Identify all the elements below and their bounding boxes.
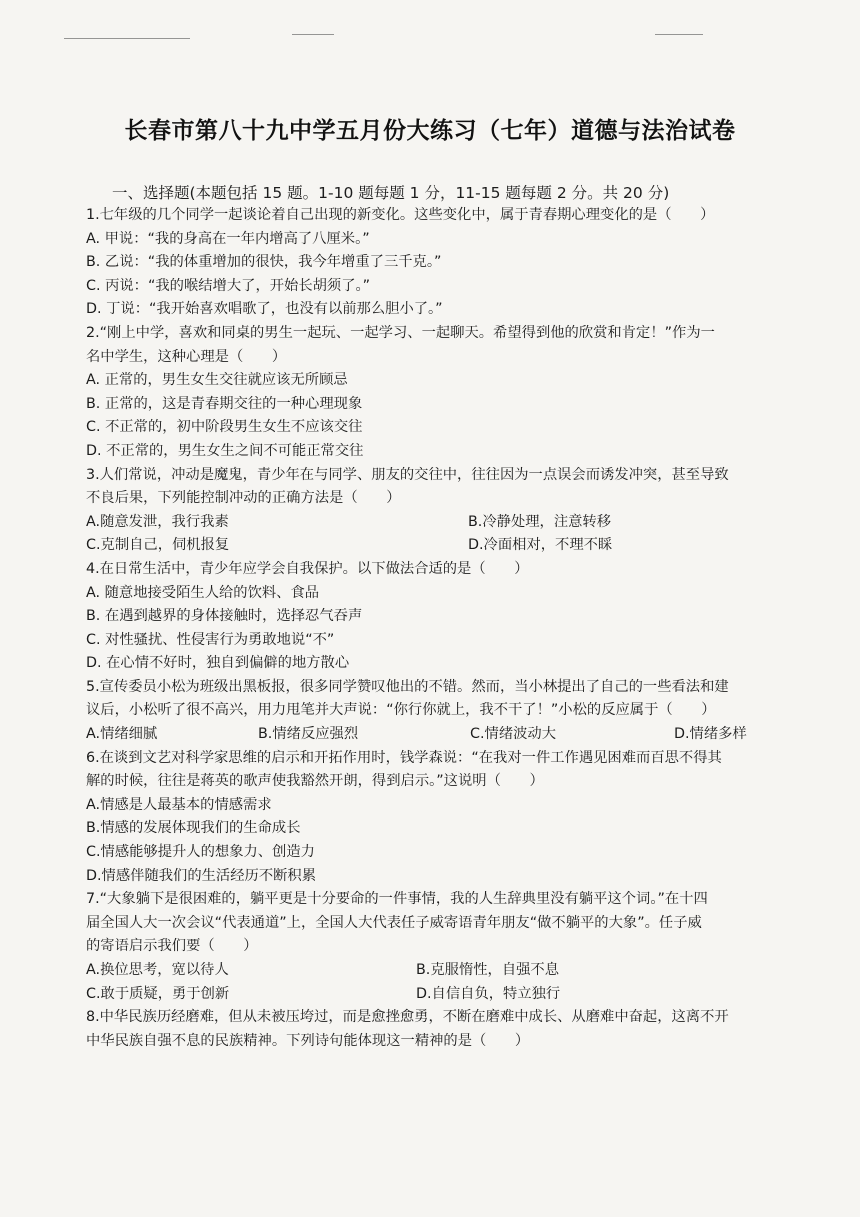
option-a: A.随意发泄，我行我素: [86, 513, 229, 530]
option-b: B. 在遇到越界的身体接触时，选择忍气吞声: [86, 608, 363, 625]
option-d: D. 丁说：“我开始喜欢唱歌了，也没有以前那么胆小了。”: [86, 301, 443, 318]
option-c: C. 对性骚扰、性侵害行为勇敢地说“不”: [86, 631, 335, 648]
question-stem-cont: 解的时候，往往是蒋英的歌声使我豁然开朗，得到启示。”这说明（ ）: [86, 773, 544, 790]
scan-artifact-line: [655, 34, 703, 35]
option-row: [86, 534, 816, 558]
exam-title: 长春市第八十九中学五月份大练习（七年）道德与法治试卷: [124, 118, 736, 144]
scan-artifact-line: [292, 34, 334, 35]
option-row: [86, 723, 816, 747]
option-a: A. 甲说：“我的身高在一年内增高了八厘米。”: [86, 230, 370, 247]
scan-artifact-line: [64, 38, 190, 39]
question-3: [86, 464, 816, 558]
option-c: C.情绪波动大: [470, 726, 557, 743]
option-row: [86, 983, 816, 1007]
option-a: A. 随意地接受陌生人给的饮料、食品: [86, 584, 320, 601]
option-d: D. 不正常的，男生女生之间不可能正常交往: [86, 442, 364, 459]
option-d: D.情感伴随我们的生活经历不断积累: [86, 867, 317, 884]
option-b: B.情感的发展体现我们的生命成长: [86, 820, 301, 837]
question-5: [86, 676, 816, 747]
option-a: A. 正常的，男生女生交往就应该无所顾忌: [86, 372, 348, 389]
question-6: [86, 747, 816, 889]
question-stem: 5.宣传委员小松为班级出黑板报，很多同学赞叹他出的不错。然而，当小林提出了自己的一些看法和建: [86, 678, 729, 695]
option-a: A.情绪细腻: [86, 726, 158, 743]
question-stem-cont: 议后，小松听了很不高兴，用力甩笔并大声说：“你行你就上，我不干了！”小松的反应属于（ ）: [86, 702, 716, 719]
question-stem: 7.“大象躺下是很困难的，躺平更是十分要命的一件事情，我的人生辞典里没有躺平这个词。”在十四: [86, 891, 708, 908]
question-stem: 3.人们常说，冲动是魔鬼，青少年在与同学、朋友的交往中，往往因为一点误会而诱发冲突，甚至导致: [86, 466, 729, 483]
option-d: D.冷面相对，不理不睬: [468, 537, 613, 554]
question-8: [86, 1006, 816, 1053]
question-stem: 6.在谈到文艺对科学家思维的启示和开拓作用时，钱学森说：“在我对一件工作遇见困难而百思不得其: [86, 749, 722, 766]
option-a: A.情感是人最基本的情感需求: [86, 796, 272, 813]
section-header: 一、选择题(本题包括 15 题。1-10 题每题 1 分，11-15 题每题 2 分。共 20 分): [112, 184, 670, 202]
option-d: D. 在心情不好时，独自到偏僻的地方散心: [86, 655, 350, 672]
question-stem: 8.中华民族历经磨难，但从未被压垮过，而是愈挫愈勇，不断在磨难中成长、从磨难中奋起，这离不开: [86, 1009, 729, 1026]
option-b: B. 乙说：“我的体重增加的很快，我今年增重了三千克。”: [86, 254, 442, 271]
option-d: D.情绪多样: [674, 726, 747, 743]
question-stem: 2.“刚上中学，喜欢和同桌的男生一起玩、一起学习、一起聊天。希望得到他的欣赏和肯定！”作为一: [86, 324, 715, 341]
option-c: C.情感能够提升人的想象力、创造力: [86, 844, 315, 861]
option-c: C. 不正常的，初中阶段男生女生不应该交往: [86, 419, 363, 436]
option-b: B.情绪反应强烈: [258, 726, 359, 743]
question-stem-cont: 中华民族自强不息的民族精神。下列诗句能体现这一精神的是（ ）: [86, 1032, 530, 1049]
option-row: [86, 511, 816, 535]
question-stem-cont: 名中学生，这种心理是（ ）: [86, 348, 287, 365]
question-stem-cont: 届全国人大一次会议“代表通道”上，全国人大代表任子威寄语青年朋友“做不躺平的大象”。任子威: [86, 914, 702, 931]
question-list: [86, 204, 816, 1053]
option-d: D.自信自负，特立独行: [416, 985, 561, 1002]
option-b: B.克服惰性，自强不息: [416, 962, 560, 978]
question-stem-cont: 的寄语启示我们要（ ）: [86, 938, 258, 955]
option-a: A.换位思考，宽以待人: [86, 962, 229, 978]
question-stem: 1.七年级的几个同学一起谈论着自己出现的新变化。这些变化中，属于青春期心理变化的是（ ）: [86, 207, 715, 223]
question-stem-cont: 不良后果，下列能控制冲动的正确方法是（ ）: [86, 490, 401, 507]
option-row: [86, 959, 816, 983]
question-4: [86, 558, 816, 676]
option-c: C.敢于质疑，勇于创新: [86, 985, 230, 1002]
question-7: [86, 888, 816, 1006]
option-c: C.克制自己，伺机报复: [86, 537, 230, 554]
option-b: B. 正常的，这是青春期交往的一种心理现象: [86, 395, 363, 412]
option-b: B.冷静处理，注意转移: [468, 513, 612, 530]
option-c: C. 丙说：“我的喉结增大了，开始长胡须了。”: [86, 277, 371, 294]
question-stem: 4.在日常生活中，青少年应学会自我保护。以下做法合适的是（ ）: [86, 560, 529, 577]
question-1: [86, 204, 816, 322]
question-2: [86, 322, 816, 464]
